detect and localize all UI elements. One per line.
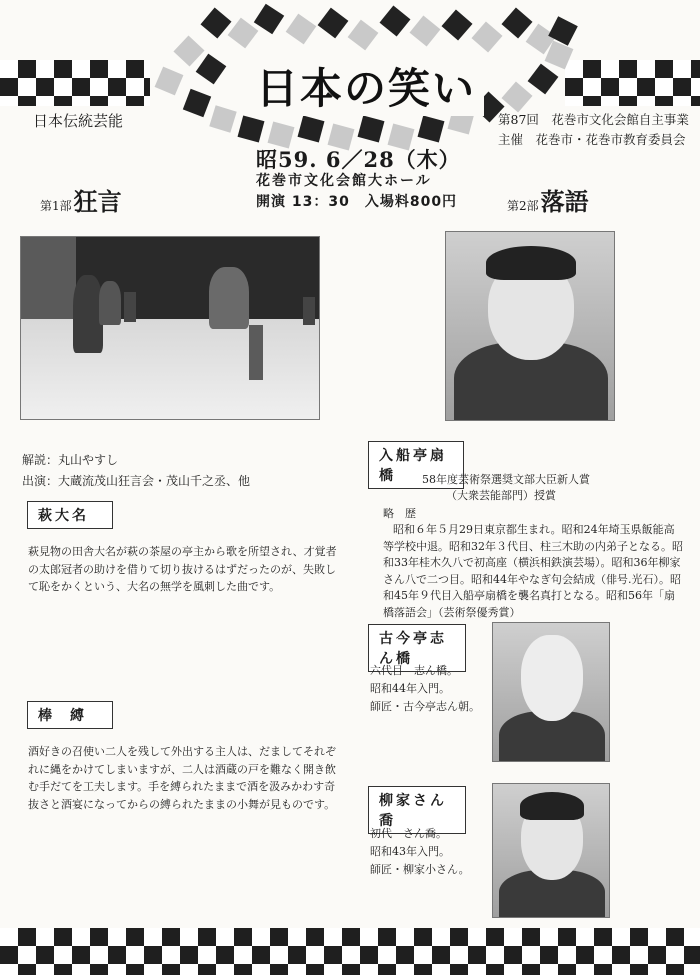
organizer-line-2: 主催 花巻市・花巻市教育委員会 [498, 132, 686, 147]
stage-post [303, 297, 315, 325]
decorative-diamond [348, 20, 379, 51]
decorative-diamond [155, 67, 184, 96]
decorative-diamond [209, 105, 236, 132]
portrait-senkyo [445, 231, 615, 421]
performer-figure [209, 267, 249, 329]
part2-heading [507, 182, 589, 217]
kyogen-stage-photo [20, 236, 320, 420]
program-boushibari-label: 棒縛 [27, 701, 113, 729]
checker-border-top-right [565, 60, 700, 106]
stage-pine [21, 237, 76, 327]
shinkyo-line-2: 昭和44年入門。 [370, 682, 450, 695]
part1-name: 狂言 [73, 187, 122, 216]
organizer-line-1: 第87回 花巻市文化会館自主事業 [498, 112, 689, 127]
part1-heading [40, 182, 122, 217]
senkyo-bio-label: 略 歴 [383, 507, 416, 520]
shinkyo-line-1: 六代目 志ん橋。 [370, 664, 458, 677]
performer-figure [99, 281, 121, 325]
kyogen-commentary: 解説：丸山やすし [22, 453, 119, 467]
sankyo-line-1: 初代 さん喬。 [370, 827, 447, 840]
decorative-diamond [380, 6, 411, 37]
decorative-diamond [501, 7, 532, 38]
stage-floor [21, 319, 320, 420]
decorative-diamond [318, 8, 349, 39]
senkyo-biography: 昭和６年５月29日東京都生まれ。昭和24年埼玉県飯能高等学校中退。昭和32年３代目、柱三木助の内弟子となる。昭和33年桂木久八で初高座（横浜相鉄演芸場）。昭和36年柳家さん八で二つ目。昭和44年やなぎ句会結成（俳号.光石）。昭和45年９代目入船亭扇橋を襲名真打となる。昭和56年「扇橋落語会」（芸術祭優秀賞） [383, 523, 683, 619]
sankyo-line-2: 昭和43年入門。 [370, 845, 450, 858]
stage-post [124, 292, 136, 322]
decorative-diamond [418, 116, 445, 143]
decorative-diamond [173, 35, 204, 66]
event-date: 昭59. 6／28（木） [256, 147, 461, 172]
shinkyo-line-3: 師匠・古今亭志ん朝。 [370, 700, 480, 713]
event-venue: 花巻市文化会館大ホール [256, 173, 432, 189]
decorative-diamond [238, 116, 265, 143]
decorative-diamond [254, 4, 284, 34]
decorative-diamond [528, 64, 559, 95]
part2-prefix: 第2部 [507, 199, 539, 213]
subtitle-traditional-arts: 日本伝統芸能 [33, 112, 124, 130]
portrait-sankyo [492, 783, 610, 918]
checker-border-bottom [0, 928, 700, 975]
performer-shinkyo-label: 古今亭志ん橋 [368, 624, 466, 672]
part2-name: 落語 [540, 187, 589, 216]
event-time-price: 開演 13：30 入場料800円 [256, 194, 458, 210]
decorative-diamond [410, 16, 441, 47]
decorative-diamond [183, 89, 211, 117]
decorative-diamond [501, 81, 532, 112]
sankyo-line-3: 師匠・柳家小さん。 [370, 863, 470, 876]
checker-border-top-left [0, 60, 150, 106]
kyogen-performers: 出演：大蔵流茂山狂言会・茂山千之丞、他 [22, 474, 251, 488]
portrait-shinkyo [492, 622, 610, 762]
program-hagi-daimyo-description: 萩見物の田舎大名が萩の茶屋の亭主から歌を所望され、才覚者の太郎冠者の助けを借りて切り抜けるはずだったのが、失敗して恥をかくという、大名の無学を風刺した曲です。 [28, 545, 337, 593]
decorative-diamond [298, 116, 325, 143]
stage-post [249, 325, 263, 380]
performer-senkyo-label: 入船亭扇橋 [368, 441, 464, 489]
decorative-diamond [286, 14, 317, 45]
decorative-diamond [358, 116, 385, 143]
senkyo-award-category: （大衆芸能部門）授賞 [446, 489, 556, 502]
page-title: 日本の笑い [248, 56, 484, 116]
performer-sankyo-label: 柳家さん喬 [368, 786, 466, 834]
program-hagi-daimyo-label: 萩大名 [27, 501, 113, 529]
senkyo-award: 58年度芸術祭選奨文部大臣新人賞 [422, 473, 590, 486]
decorative-diamond [441, 9, 472, 40]
program-boushibari-description: 酒好きの召使い二人を残して外出する主人は、だましてそれぞれに縄をかけてしまいますが、二人は酒蔵の戸を難なく開き飲む手だてを工夫します。手を縛られたままで酒を汲みかわす奇抜さと酒宴になってからの縛られたままの小舞が見ものです。 [28, 745, 336, 811]
decorative-diamond [471, 21, 502, 52]
decorative-diamond [196, 54, 227, 85]
part1-prefix: 第1部 [40, 199, 72, 213]
